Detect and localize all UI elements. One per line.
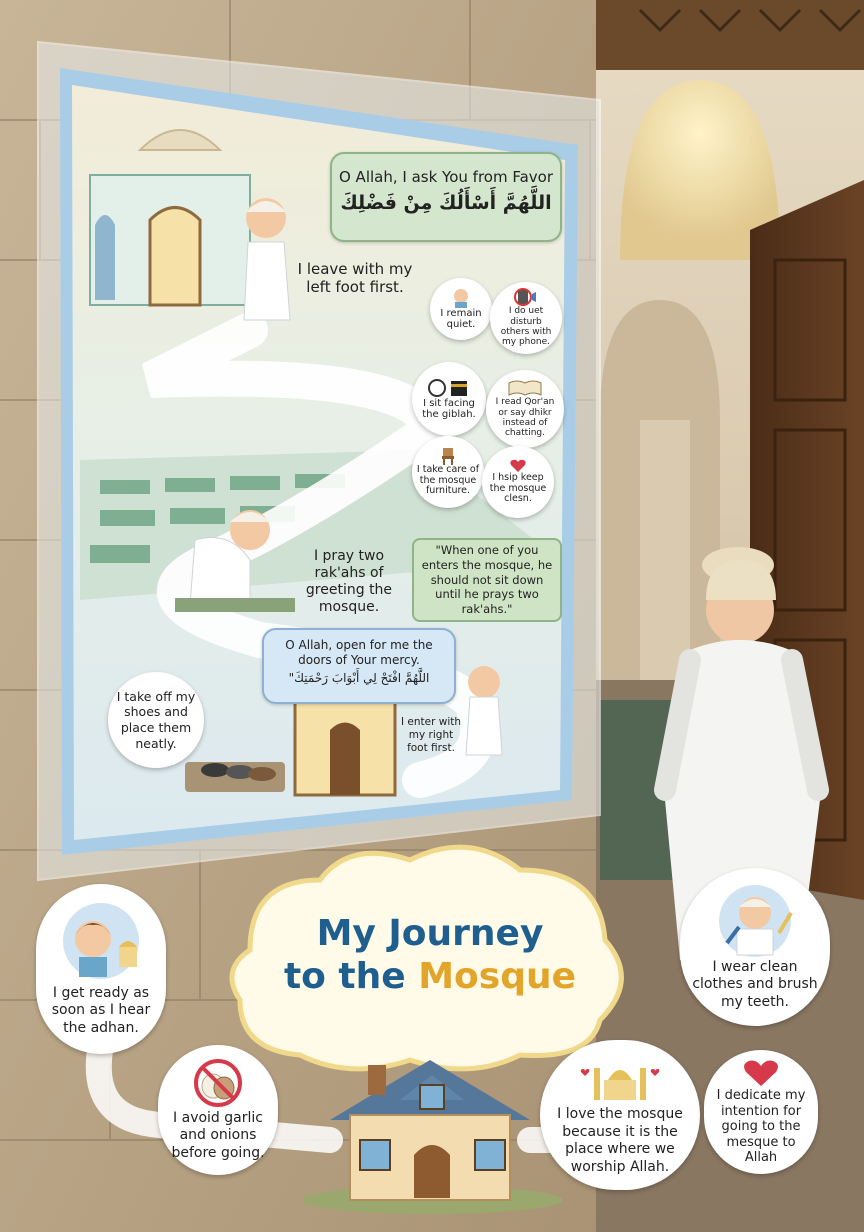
hadith-box: "When one of you enters the mosque, he should not sit down until he prays two rak'ahs." bbox=[412, 538, 562, 622]
step-bubble-adhan: I get ready as soon as I hear the adhan. bbox=[36, 884, 166, 1054]
step-bubble-garlic: I avoid garlic and onions before going. bbox=[158, 1045, 278, 1175]
leave-dua-bubble bbox=[330, 152, 562, 242]
step-bubble-love: I love the mosque because it is the place where we worship Allah. bbox=[540, 1040, 700, 1190]
manner-bubble-quiet: I remain quiet. bbox=[430, 278, 492, 340]
title-line-1: My Journey bbox=[316, 913, 544, 954]
enter-foot-text: I enter with my right foot first. bbox=[400, 716, 462, 754]
no-garlic-icon bbox=[193, 1058, 243, 1108]
enter-dua-arabic: "اللَّهُمَّ افْتَحْ لِي أَبْوَابَ رَحْمَتِكَ bbox=[288, 671, 430, 685]
title-line-2: to the Mosque bbox=[283, 956, 577, 998]
mosque-hearts-icon bbox=[580, 1054, 660, 1102]
enter-dua-bubble bbox=[262, 628, 456, 704]
leave-dua-english: O Allah, I ask You from Favor bbox=[338, 168, 554, 186]
manner-bubble-clean: I hsip keep the mosque clesn. bbox=[482, 446, 554, 518]
chair-icon bbox=[439, 447, 457, 465]
manner-bubble-qiblah: I sit facing the giblah. bbox=[412, 362, 486, 436]
leave-dua-arabic: اللَّهُمَّ أَسْأَلُكَ مِنْ فَضْلِكَ bbox=[340, 192, 552, 214]
no-phone-icon bbox=[512, 288, 540, 306]
kaaba-icon bbox=[427, 378, 471, 398]
heart-icon bbox=[510, 459, 526, 473]
toothbrush-boy-icon bbox=[709, 883, 801, 959]
boy-icon bbox=[450, 288, 472, 308]
step-bubble-clean: I wear clean clothes and brush my teeth. bbox=[680, 868, 830, 1026]
quran-icon bbox=[507, 379, 543, 397]
manner-bubble-quran: I read Qor'an or say dhikr instead of chatting. bbox=[486, 370, 564, 448]
shoes-bubble: I take off my shoes and place them neatly. bbox=[108, 672, 204, 768]
enter-dua-english: O Allah, open for me the doors of Your mercy. bbox=[285, 638, 433, 667]
step-bubble-intention: I dedicate my intention for going to the mesque to Allah bbox=[704, 1050, 818, 1174]
manner-bubble-phone: I do uet disturb others with my phone. bbox=[490, 282, 562, 354]
pray-text: I pray two rak'ahs of greeting the mosque. bbox=[305, 548, 393, 616]
page-title bbox=[250, 912, 610, 998]
boy-face-icon bbox=[53, 901, 149, 981]
manner-bubble-furniture: I take care of the mosque furniture. bbox=[412, 436, 484, 508]
heart-icon bbox=[741, 1058, 781, 1088]
leave-foot-text: I leave with my left foot first. bbox=[297, 260, 413, 297]
